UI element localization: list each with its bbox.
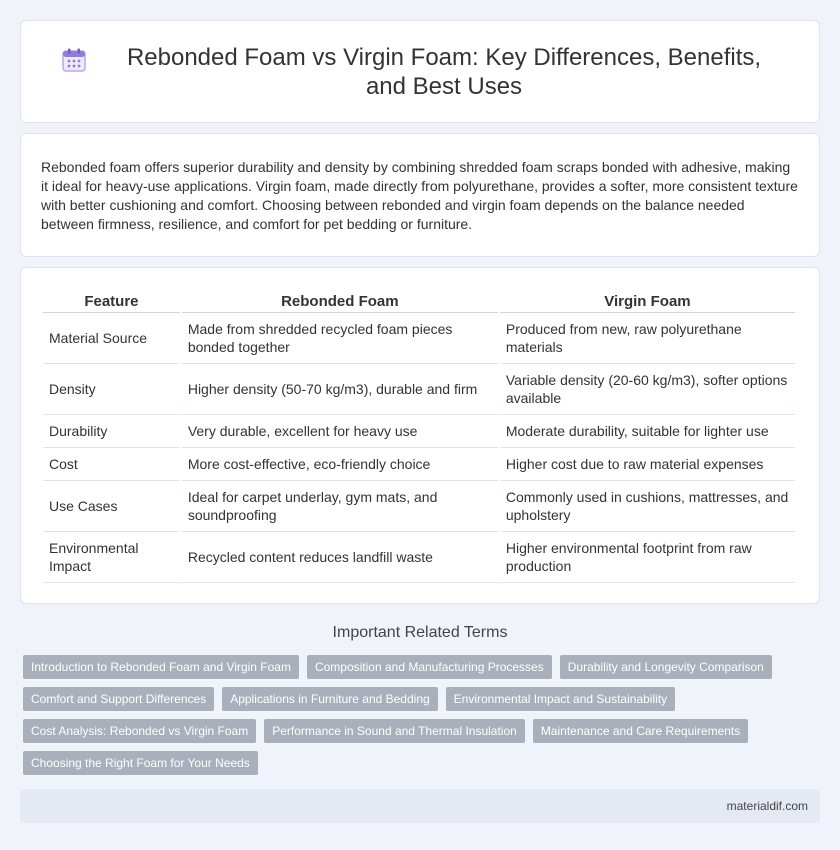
footer-site-link[interactable]: materialdif.com <box>726 799 808 813</box>
rebonded-cell: Recycled content reduces landfill waste <box>182 532 498 583</box>
rebonded-cell: Made from shredded recycled foam pieces bonded together <box>182 313 498 364</box>
related-term-link[interactable]: Introduction to Rebonded Foam and Virgin Foam <box>23 655 299 679</box>
table-header-row <box>43 290 795 313</box>
table-row <box>43 364 795 415</box>
feature-cell: Material Source <box>43 313 180 364</box>
table-row <box>43 481 795 532</box>
related-term-link[interactable]: Performance in Sound and Thermal Insulation <box>264 719 525 743</box>
feature-cell: Durability <box>43 415 180 448</box>
virgin-cell: Variable density (20-60 kg/m3), softer options available <box>500 364 795 415</box>
feature-cell: Environmental Impact <box>43 532 180 583</box>
calendar-icon <box>61 47 87 73</box>
table-row <box>43 448 795 481</box>
virgin-cell: Commonly used in cushions, mattresses, and upholstery <box>500 481 795 532</box>
virgin-cell: Produced from new, raw polyurethane materials <box>500 313 795 364</box>
related-terms-heading: Important Related Terms <box>332 624 508 641</box>
intro-paragraph: Rebonded foam offers superior durability and density by combining shredded foam scraps bonded with adhesive, making it ideal for heavy-use applications. Virgin foam, made directly from polyurethane, provides a softer, more consistent texture with better cushioning and comfort. Choosing between rebonded and virgin foam depends on the balance needed between firmness, resilience, and comfort for pet bedding or furniture. <box>41 159 798 232</box>
table-row <box>43 415 795 448</box>
related-term-link[interactable]: Maintenance and Care Requirements <box>533 719 748 743</box>
intro-card <box>20 133 820 257</box>
comparison-card <box>20 267 820 604</box>
rebonded-cell: Higher density (50-70 kg/m3), durable and firm <box>182 364 498 415</box>
table-row <box>43 532 795 583</box>
header <box>61 43 779 101</box>
related-term-link[interactable]: Environmental Impact and Sustainability <box>446 687 675 711</box>
related-terms-list <box>20 655 820 783</box>
virgin-cell: Higher cost due to raw material expenses <box>500 448 795 481</box>
rebonded-cell: Ideal for carpet underlay, gym mats, and soundproofing <box>182 481 498 532</box>
feature-cell: Use Cases <box>43 481 180 532</box>
table-row <box>43 313 795 364</box>
rebonded-cell: Very durable, excellent for heavy use <box>182 415 498 448</box>
column-header-feature: Feature <box>43 290 180 313</box>
virgin-cell: Higher environmental footprint from raw production <box>500 532 795 583</box>
column-header-rebonded: Rebonded Foam <box>182 290 498 313</box>
footer <box>20 789 820 823</box>
rebonded-cell: More cost-effective, eco-friendly choice <box>182 448 498 481</box>
related-term-link[interactable]: Cost Analysis: Rebonded vs Virgin Foam <box>23 719 256 743</box>
related-term-link[interactable]: Durability and Longevity Comparison <box>560 655 772 679</box>
feature-cell: Cost <box>43 448 180 481</box>
page-title: Rebonded Foam vs Virgin Foam: Key Differences, Benefits, and Best Uses <box>126 43 762 100</box>
virgin-cell: Moderate durability, suitable for lighter use <box>500 415 795 448</box>
related-term-link[interactable]: Comfort and Support Differences <box>23 687 214 711</box>
related-term-link[interactable]: Choosing the Right Foam for Your Needs <box>23 751 258 775</box>
comparison-table <box>41 290 797 583</box>
header-card <box>20 20 820 123</box>
related-term-link[interactable]: Applications in Furniture and Bedding <box>222 687 437 711</box>
feature-cell: Density <box>43 364 180 415</box>
related-terms-section <box>20 624 820 783</box>
related-term-link[interactable]: Composition and Manufacturing Processes <box>307 655 552 679</box>
column-header-virgin: Virgin Foam <box>500 290 795 313</box>
